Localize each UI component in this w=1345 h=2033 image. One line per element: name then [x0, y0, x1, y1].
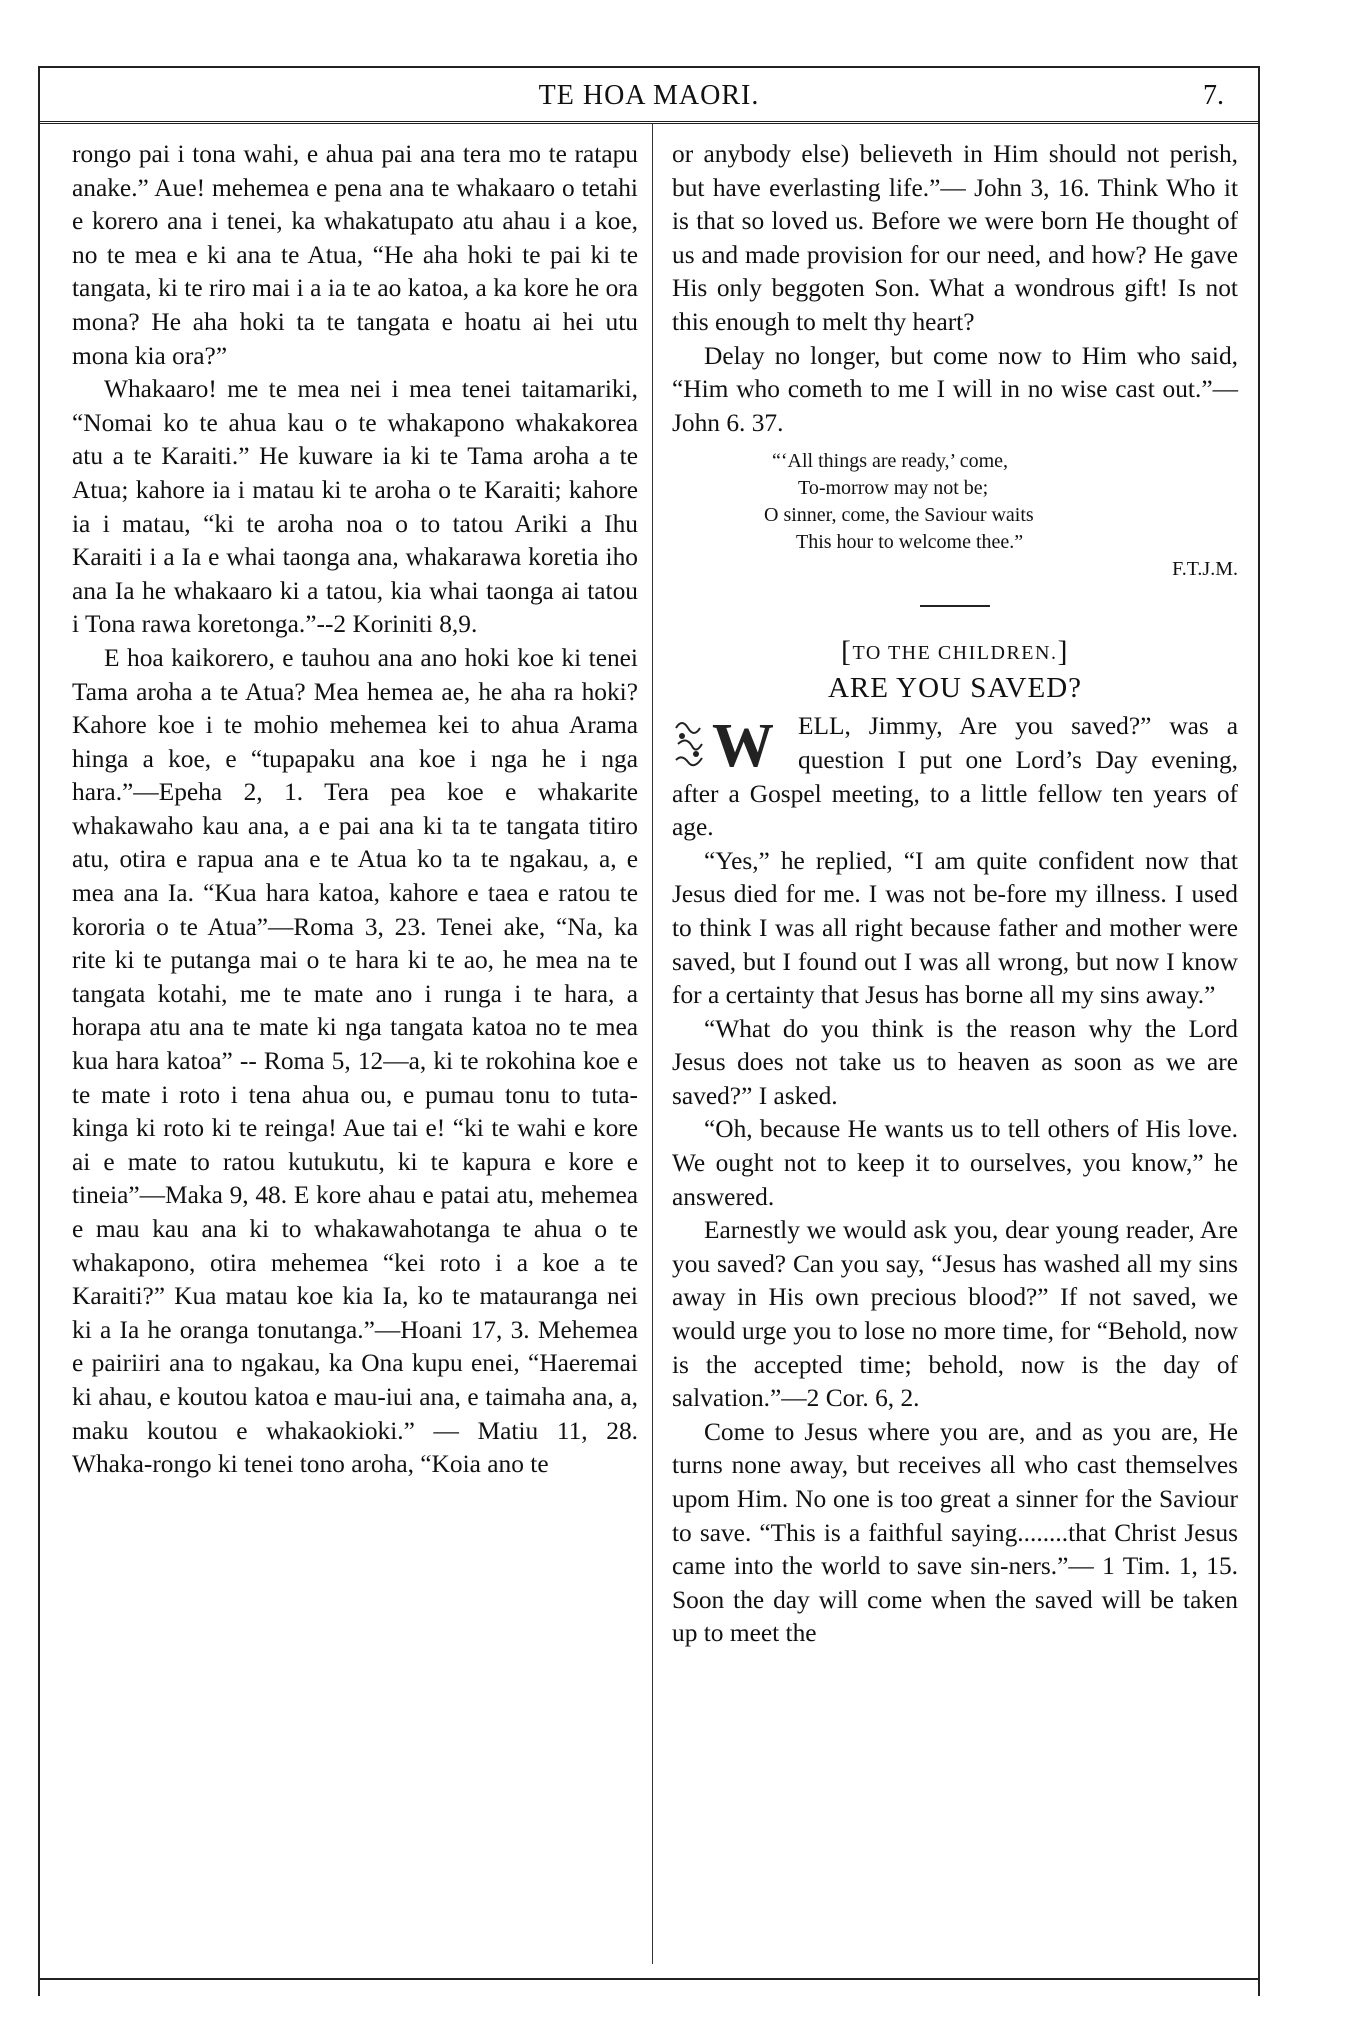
poem-signature: F.T.J.M.: [1172, 558, 1238, 581]
right-paragraph: Delay no longer, but come now to Him who said, “Him who cometh to me I will in no wise cast out.”—John 6. 37.: [672, 341, 1238, 437]
poem: [672, 448, 1238, 583]
right-paragraph: or anybody else) believeth in Him should not perish, but have everlasting life.”— John 3, 16. Think Who it is that so loved us. Before we were born He thought of us and made provision for our need, and how? He gave His only beggoten Son. What a wondrous gift! Is not this enough to melt thy heart?: [672, 140, 1238, 336]
section-label-text: TO THE CHILDREN.: [852, 642, 1058, 665]
column-divider: [652, 124, 653, 1964]
dropcap-ornament-icon: [672, 714, 788, 774]
page-number: 7.: [1203, 80, 1224, 111]
bottom-rule: [38, 1978, 1260, 1980]
left-column: [72, 138, 638, 1482]
article-paragraph: “Yes,” he replied, “I am quite confident now that Jesus died for me. I was not be-fore my illness. I used to think I was all right because father and mother were saved, but I found out I was all wrong, but now I know for a certainty that Jesus has borne all my sins away.”: [672, 846, 1238, 1010]
poem-line: “‘All things are ready,’ come,: [772, 450, 1009, 473]
right-column: [672, 138, 1238, 1651]
article-body: [672, 710, 1238, 1651]
article-paragraph: ELL, Jimmy, Are you saved?” was a question I put one Lord’s Day evening, after a Gospel meeting, to a little fellow ten years of age.: [672, 712, 1238, 842]
article-paragraph: Earnestly we would ask you, dear young reader, Are you saved? Can you say, “Jesus has washed all my sins away in His own precious blood?” If not saved, we would urge you to lose no more time, for “Behold, now is the accepted time; behold, now is the day of salvation.”—2 Cor. 6, 2.: [672, 1216, 1238, 1413]
left-bracket: [: [841, 635, 853, 669]
article-paragraph: “What do you think is the reason why the Lord Jesus does not take us to heaven as soon as we are saved?” I asked.: [672, 1014, 1238, 1110]
section-divider: [920, 605, 990, 607]
article-title: ARE YOU SAVED?: [827, 672, 1083, 705]
publication-title: TE HOA MAORI.: [538, 80, 760, 111]
section-label: [672, 637, 1238, 668]
poem-line: This hour to welcome thee.”: [796, 531, 1024, 554]
left-paragraph: rongo pai i tona wahi, e ahua pai ana tera mo te ratapu anake.” Aue! mehemea e pena ana te whakaaro o tetahi e korero ana i tenei, ka whakatupato atu ahau i a koe, no te mea e ki ana te Atua, “He aha hoki te pai ki te tangata, ki te riro mai i a ia te ao katoa, a ka kore he ora mona? He aha hoki ta te tangata e hoatu ai hei utu mona kia ora?”: [72, 140, 638, 370]
left-paragraph: E hoa kaikorero, e tauhou ana ano hoki koe ki tenei Tama aroha a te Atua? Mea hemea ae, he aha ra hoki? Kahore koe i te mohio mehemea kei to ahua Arama hinga a koe, e “tupapaku ana koe i nga he i nga hara.”—Epeha 2, 1. Tera pea koe e whakarite whakawaho kau ana, a e pai ana ki ta te tangata titiro atu, otira e rapua ana e te Atua ko ta te ngakau, a, e mea ana Ia. “Kua hara katoa, kahore e taea e ratou te kororia o te Atua”—Roma 3, 23. Tenei ake, “Na, ka rite ki te putanga mai o te hara ki te ao, he mea na te tangata kotahi, me te mate ano i runga i te hara, a horapa atu ana te mate ki nga tangata katoa no te mea kua hara katoa” -- Roma 5, 12—a, ki te rokohina koe e te mate i roto i tena ahua ou, e pumau tonu to tuta-kinga ki roto ki te reinga! Aue tai e! “ki te wahi e kore ai e mate to ratou kutukutu, ki te kapura e kore e tineia”—Maka 9, 48. E kore ahau e patai atu, mehemea e mau kau ana ki to whakawahotanga te ahua o te whakapono, otira mehemea “kei roto i a koe a te Karaiti?” Kua matau koe kia Ia, ko te matauranga nei ki a Ia he oranga tonutanga.”—Hoani 17, 3. Mehemea e pairiiri ana to ngakau, ka Ona kupu enei, “Haeremai ki ahau, e koutou katoa e mau-iui ana, e taimaha ana, a, maku koutou e whakaokioki.” — Matiu 11, 28. Whaka-rongo ki tenei tono aroha, “Koia ano te: [72, 643, 638, 1479]
poem-line: To-morrow may not be;: [798, 477, 989, 500]
article-paragraph: “Oh, because He wants us to tell others of His love. We ought not to keep it to ourselves, you know,” he answered.: [672, 1115, 1238, 1211]
page-header: [38, 66, 1260, 124]
left-paragraph: Whakaaro! me te mea nei i mea tenei taitamariki, “Nomai ko te ahua kau o te whakapono whakakorea atu a te Karaiti.” He kuware ia ki te Tama aroha a te Atua; kahore ia i matau ki te aroha o te Karaiti; kahore ia i matau, “ki te aroha noa o to tatou Ariki a Ihu Karaiti i a Ia e whai taonga ana, whakarawa koretia iho ana Ia he whakaaro ki a tatou, kia whai taonga ai tatou i Tona rawa koretonga.”--2 Koriniti 8,9.: [72, 375, 638, 639]
poem-line: O sinner, come, the Saviour waits: [764, 504, 1034, 527]
right-bracket: ]: [1057, 635, 1069, 669]
decorative-dropcap-w: [672, 714, 788, 774]
article-paragraph: Come to Jesus where you are, and as you are, He turns none away, but receives all who cast themselves upom Him. No one is too great a sinner for the Saviour to save. “This is a faithful saying........that Christ Jesus came into the world to save sin-ners.”— 1 Tim. 1, 15. Soon the day will come when the saved will be taken up to meet the: [672, 1417, 1238, 1648]
dropcap-letter: W: [712, 714, 774, 775]
